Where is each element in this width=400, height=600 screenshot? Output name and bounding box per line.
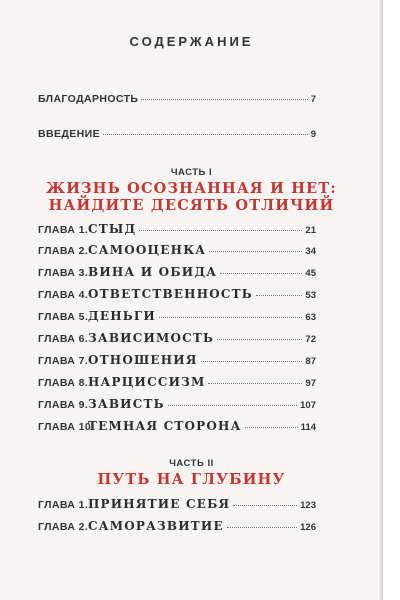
page-number: 97 xyxy=(305,378,316,389)
dot-leader xyxy=(159,317,303,318)
page-number: 7 xyxy=(310,94,316,105)
toc-entry-introduction xyxy=(38,128,316,140)
chapter-title: ОТНОШЕНИЯ xyxy=(88,353,198,367)
dot-leader xyxy=(220,273,302,274)
chapter-number: ГЛАВА 1. xyxy=(38,499,89,511)
page-number: 126 xyxy=(300,522,316,533)
toc-chapter-row xyxy=(38,222,316,236)
page-number: 87 xyxy=(305,356,316,367)
chapter-number: ГЛАВА 5. xyxy=(38,311,89,323)
chapter-number: ГЛАВА 10. xyxy=(38,421,95,433)
dot-leader xyxy=(139,230,302,231)
page-number: 53 xyxy=(305,290,316,301)
chapter-title: САМОРАЗВИТИЕ xyxy=(88,519,224,533)
part-2-title: ПУТЬ НА ГЛУБИНУ xyxy=(97,471,286,488)
toc-chapter-row xyxy=(38,287,316,301)
chapter-title: САМООЦЕНКА xyxy=(88,243,207,257)
toc-chapter-row xyxy=(38,309,316,323)
page-number: 9 xyxy=(310,129,316,140)
part-1-title-line-2: НАЙДИТЕ ДЕСЯТЬ ОТЛИЧИЙ xyxy=(48,197,335,214)
dot-leader xyxy=(233,505,297,506)
toc-chapter-row xyxy=(38,265,316,279)
toc-chapter-row xyxy=(38,419,316,433)
part-2-label: ЧАСТЬ II xyxy=(169,458,214,469)
toc-chapter-row xyxy=(38,397,316,411)
chapter-title: ПРИНЯТИЕ СЕБЯ xyxy=(88,497,231,511)
toc-chapter-row xyxy=(38,497,316,511)
dot-leader xyxy=(208,383,302,384)
chapter-number: ГЛАВА 3. xyxy=(38,267,89,279)
chapter-title: ТЕМНАЯ СТОРОНА xyxy=(88,419,242,433)
toc-entry-acknowledgements xyxy=(38,93,316,105)
chapter-number: ГЛАВА 9. xyxy=(38,399,89,411)
chapter-title: ВИНА И ОБИДА xyxy=(88,265,218,279)
chapter-number: ГЛАВА 6. xyxy=(38,333,89,345)
chapter-title: ДЕНЬГИ xyxy=(88,309,156,323)
chapter-number: ГЛАВА 2. xyxy=(38,521,89,533)
chapter-title: НАРЦИССИЗМ xyxy=(88,375,206,389)
chapter-number: ГЛАВА 4. xyxy=(38,289,89,301)
page-number: 107 xyxy=(300,400,316,411)
page-number: 114 xyxy=(300,422,316,433)
toc-chapter-row xyxy=(38,353,316,367)
chapter-number: ГЛАВА 2. xyxy=(38,245,89,257)
toc-chapter-row xyxy=(38,375,316,389)
dot-leader xyxy=(201,361,303,362)
page-number: 21 xyxy=(305,225,316,236)
page-number: 123 xyxy=(300,500,316,511)
dot-leader xyxy=(141,99,307,100)
page-number: 34 xyxy=(305,246,316,257)
chapter-number: ГЛАВА 8. xyxy=(38,377,89,389)
chapter-title: ЗАВИСТЬ xyxy=(88,397,165,411)
entry-label: ВВЕДЕНИЕ xyxy=(38,128,100,140)
dot-leader xyxy=(103,134,308,135)
chapter-number: ГЛАВА 7. xyxy=(38,355,89,367)
dot-leader xyxy=(245,427,298,428)
dot-leader xyxy=(227,527,297,528)
dot-leader xyxy=(256,295,303,296)
chapter-number: ГЛАВА 1. xyxy=(38,224,89,236)
toc-heading: СОДЕРЖАНИЕ xyxy=(129,34,254,49)
page-number: 72 xyxy=(305,334,316,345)
chapter-title: СТЫД xyxy=(88,222,137,236)
page-number: 45 xyxy=(305,268,316,279)
dot-leader xyxy=(168,405,297,406)
page-margin xyxy=(383,0,400,600)
toc-chapter-row xyxy=(38,331,316,345)
chapter-title: ОТВЕТСТВЕННОСТЬ xyxy=(88,287,253,301)
page-number: 63 xyxy=(305,312,316,323)
dot-leader xyxy=(209,251,302,252)
dot-leader xyxy=(217,339,302,340)
part-1-label: ЧАСТЬ I xyxy=(170,167,213,178)
chapter-title: ЗАВИСИМОСТЬ xyxy=(88,331,215,345)
entry-label: БЛАГОДАРНОСТЬ xyxy=(38,93,139,105)
toc-chapter-row xyxy=(38,243,316,257)
part-1-title-line-1: ЖИЗНЬ ОСОЗНАННАЯ И НЕТ: xyxy=(46,180,337,197)
toc-chapter-row xyxy=(38,519,316,533)
